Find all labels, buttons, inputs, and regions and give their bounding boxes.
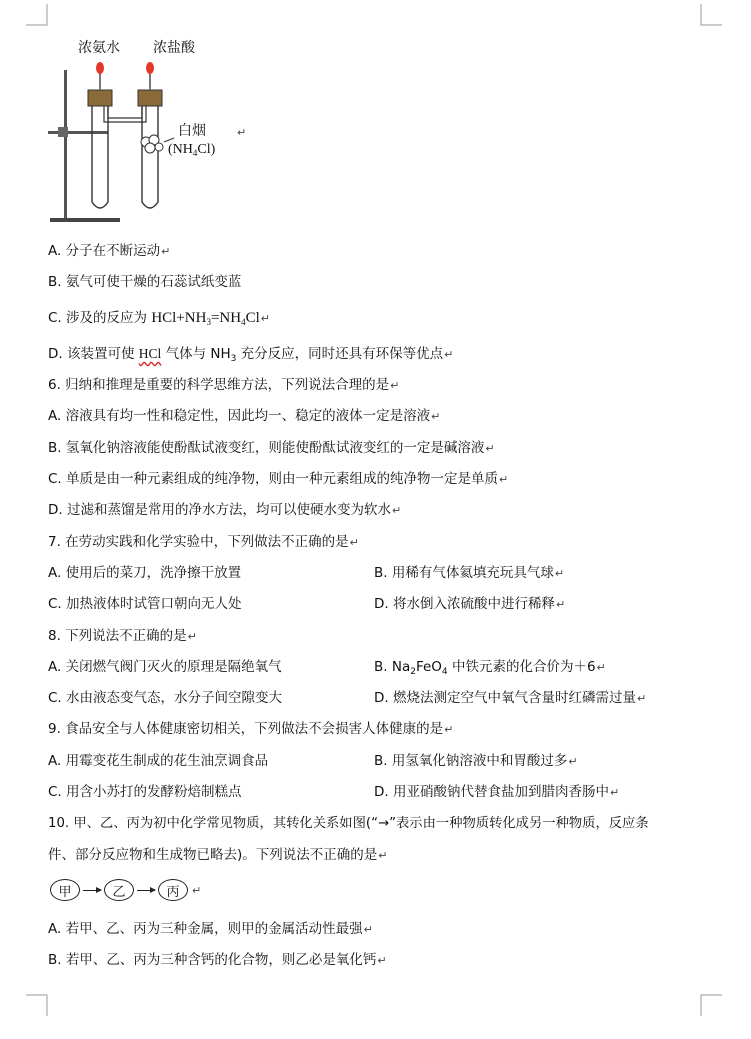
node-yi: 乙 xyxy=(104,879,134,901)
q7-option-a: A. 使用后的菜刀，洗净擦干放置 xyxy=(48,565,242,581)
q8-option-d: D. 燃烧法测定空气中氧气含量时红磷需过量↵ xyxy=(374,690,647,706)
q6-option-a: A. 溶液具有均一性和稳定性，因此均一、稳定的液体一定是溶液↵ xyxy=(48,408,441,424)
q9-option-c: C. 用含小苏打的发酵粉焙制糕点 xyxy=(48,784,242,800)
corner-mark-top-left xyxy=(26,4,48,26)
node-jia: 甲 xyxy=(50,879,80,901)
q9-option-a: A. 用霉变花生制成的花生油烹调食品 xyxy=(48,753,269,769)
q5-option-c: C. 涉及的反应为 $HCl+NH_3=NH_4Cl↵$ xyxy=(48,310,270,327)
q10-stem-line2: 件、部分反应物和生成物已略去)。下列说法不正确的是↵ xyxy=(48,847,388,863)
label-hydrochloric-acid: 浓盐酸 xyxy=(153,40,195,56)
q8-option-a: A. 关闭燃气阀门灭火的原理是隔绝氧气 xyxy=(48,659,282,675)
arrow-icon xyxy=(83,890,101,891)
q9-option-b: B. 用氢氧化钠溶液中和胃酸过多↵ xyxy=(374,753,578,769)
q10-conversion-diagram xyxy=(50,879,201,901)
node-bing: 丙 xyxy=(158,879,188,901)
q7-option-c: C. 加热液体时试管口朝向无人处 xyxy=(48,596,242,612)
q9-option-d: D. 用亚硝酸钠代替食盐加到腊肉香肠中↵ xyxy=(374,784,620,800)
q5-option-b: B. 氨气可使干燥的石蕊试纸变蓝 xyxy=(48,274,242,290)
corner-mark-bottom-right xyxy=(700,994,722,1016)
paragraph-mark: ↵ xyxy=(237,126,247,139)
q6-option-b: B. 氢氧化钠溶液能使酚酞试液变红，则能使酚酞试液变红的一定是碱溶液↵ xyxy=(48,440,495,456)
q8-option-c: C. 水由液态变气态，水分子间空隙变大 xyxy=(48,690,283,706)
corner-mark-bottom-left xyxy=(26,994,48,1016)
q8-stem: 8. 下列说法不正确的是↵ xyxy=(48,628,197,644)
q10-stem-line1: 10. 甲、乙、丙为初中化学常见物质，其转化关系如图(“→”表示由一种物质转化成另一种物质，反应条 xyxy=(48,816,649,831)
arrow-icon xyxy=(137,890,155,891)
label-white-smoke: 白烟 xyxy=(178,123,206,139)
paragraph-mark: ↵ xyxy=(192,883,202,897)
q10-option-b: B. 若甲、乙、丙为三种含钙的化合物，则乙必是氧化钙↵ xyxy=(48,952,387,968)
label-smoke-formula: $(NH_4Cl)$ xyxy=(168,142,216,158)
label-ammonia: 浓氨水 xyxy=(78,40,120,56)
q7-option-b: B. 用稀有气体氦填充玩具气球↵ xyxy=(374,565,565,581)
apparatus-drawing xyxy=(40,30,260,230)
q5-option-a: A. 分子在不断运动↵ xyxy=(48,243,171,259)
q10-option-a: A. 若甲、乙、丙为三种金属，则甲的金属活动性最强↵ xyxy=(48,921,373,937)
q6-option-c: C. 单质是由一种元素组成的纯净物，则由一种元素组成的纯净物一定是单质↵ xyxy=(48,471,509,487)
q7-stem: 7. 在劳动实践和化学实验中，下列做法不正确的是↵ xyxy=(48,534,359,550)
q6-stem: 6. 归纳和推理是重要的科学思维方法，下列说法合理的是↵ xyxy=(48,377,400,393)
q6-option-d: D. 过滤和蒸馏是常用的净水方法，均可以使硬水变为软水↵ xyxy=(48,502,402,518)
apparatus-figure xyxy=(40,30,260,230)
corner-mark-top-right xyxy=(700,4,722,26)
q5-option-d: D. 该装置可使 HCl 气体与 $NH_3$ 充分反应，同时还具有环保等优点↵ xyxy=(48,346,454,364)
q9-stem: 9. 食品安全与人体健康密切相关，下列做法不会损害人体健康的是↵ xyxy=(48,721,454,737)
q8-option-b: B. $Na_2FeO_4$ 中铁元素的化合价为＋6↵ xyxy=(374,659,606,677)
q7-option-d: D. 将水倒入浓硫酸中进行稀释↵ xyxy=(374,596,566,612)
